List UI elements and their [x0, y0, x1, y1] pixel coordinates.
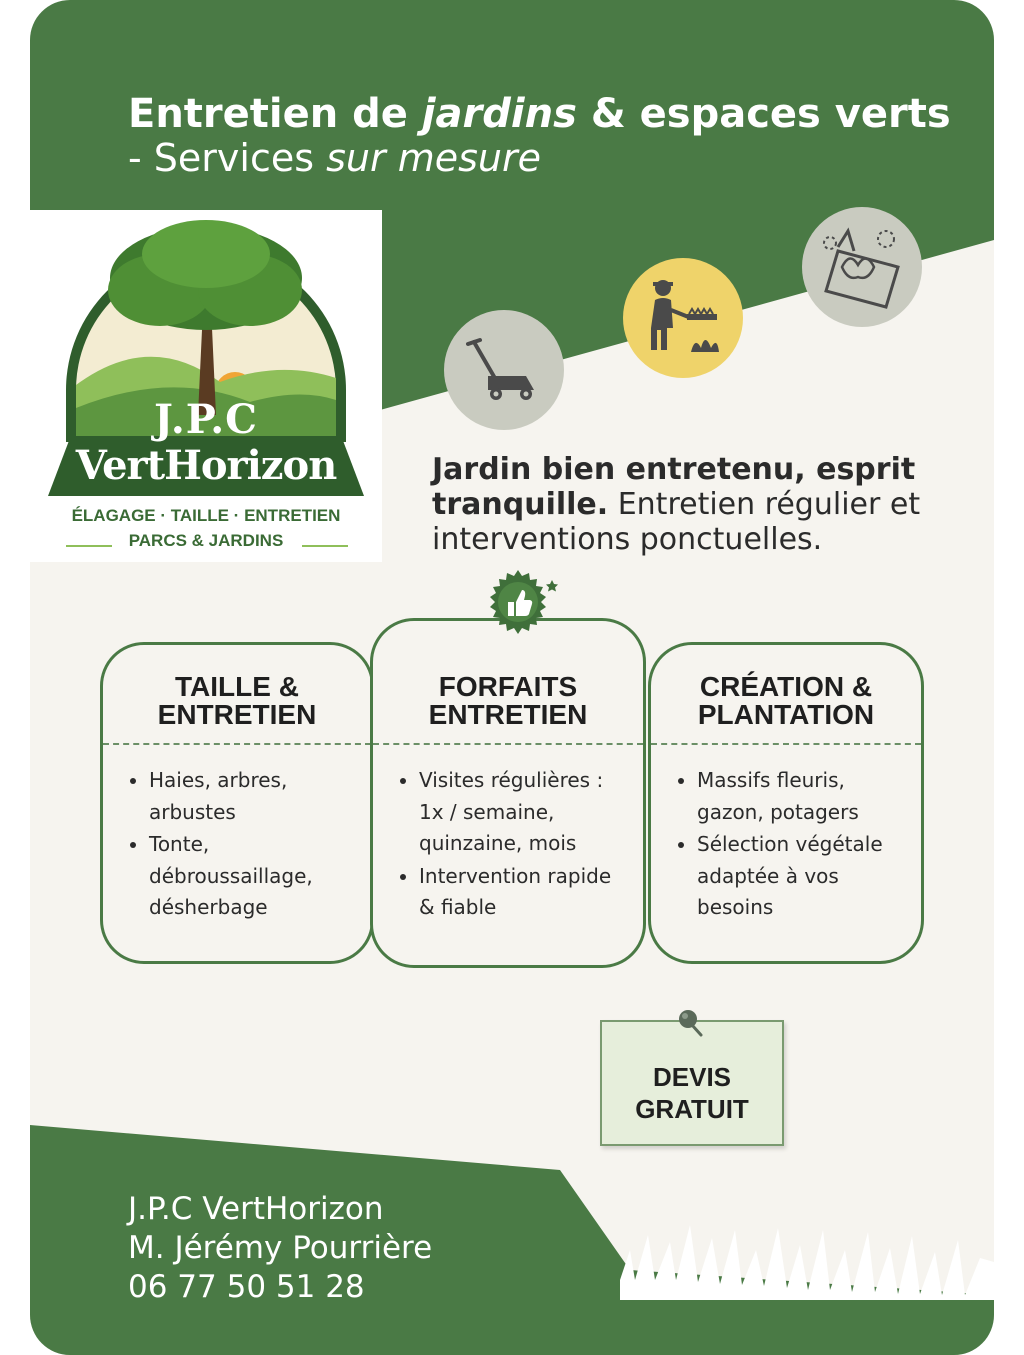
contact-footer: [128, 1190, 432, 1307]
list-item: • Intervention rapide & fiable: [419, 861, 629, 924]
service-card-creation: [648, 642, 924, 964]
card-divider: [651, 743, 921, 745]
devis-line2: GRATUIT: [635, 1094, 749, 1124]
flyer: [30, 0, 994, 1355]
tagline-bold: Jardin bien entretenu, esprit tranquille.: [432, 452, 916, 522]
footer-phone: 06 77 50 51 28: [128, 1269, 365, 1305]
card-title: CRÉATION & PLANTATION: [697, 671, 875, 730]
card-title: TAILLE & ENTRETIEN: [157, 671, 317, 730]
list-item: • Visites régulières : 1x / semaine, quinzaine, mois: [419, 765, 629, 860]
list-item: • Haies, arbres, arbustes: [149, 765, 357, 828]
card-list: [131, 765, 357, 925]
card-list: [679, 765, 907, 925]
pin-icon: [675, 1008, 705, 1038]
logo: [30, 210, 382, 562]
list-item: • Massifs fleuris, gazon, potagers: [697, 765, 907, 828]
logo-name-line1: J.P.C: [154, 396, 258, 443]
service-card-taille: [100, 642, 374, 964]
footer-person: M. Jérémy Pourrière: [128, 1230, 433, 1266]
thumbs-up-badge-icon: [478, 566, 558, 646]
tagline-regular: Entretien régulier et interventions ponctuelles.: [432, 487, 921, 557]
card-divider: [103, 743, 371, 745]
service-card-forfaits: [370, 618, 646, 968]
card-title: FORFAITS ENTRETIEN: [428, 671, 588, 730]
footer-company: J.P.C VertHorizon: [128, 1191, 384, 1227]
devis-line1: DEVIS: [652, 1062, 732, 1092]
logo-name-line2: VertHorizon: [75, 442, 337, 489]
gardener-hedge-trimmer-icon: [623, 258, 743, 378]
headline-line2: - Services sur mesure: [128, 136, 541, 180]
card-list: [401, 765, 629, 925]
tagline: [432, 452, 952, 557]
logo-tagline1: ÉLAGAGE · TAILLE · ENTRETIEN: [71, 506, 341, 525]
list-item: • Tonte, débroussaillage, désherbage: [149, 829, 357, 924]
garden-plan-icon: [802, 207, 922, 327]
lawn-mower-icon: [444, 310, 564, 430]
card-divider: [373, 743, 643, 745]
headline: [128, 91, 951, 180]
free-quote-note: [600, 1020, 784, 1146]
list-item: • Sélection végétale adaptée à vos besoins: [697, 829, 907, 924]
headline-line1: Entretien de jardins & espaces verts: [128, 91, 951, 137]
logo-tagline2: PARCS & JARDINS: [128, 531, 284, 550]
